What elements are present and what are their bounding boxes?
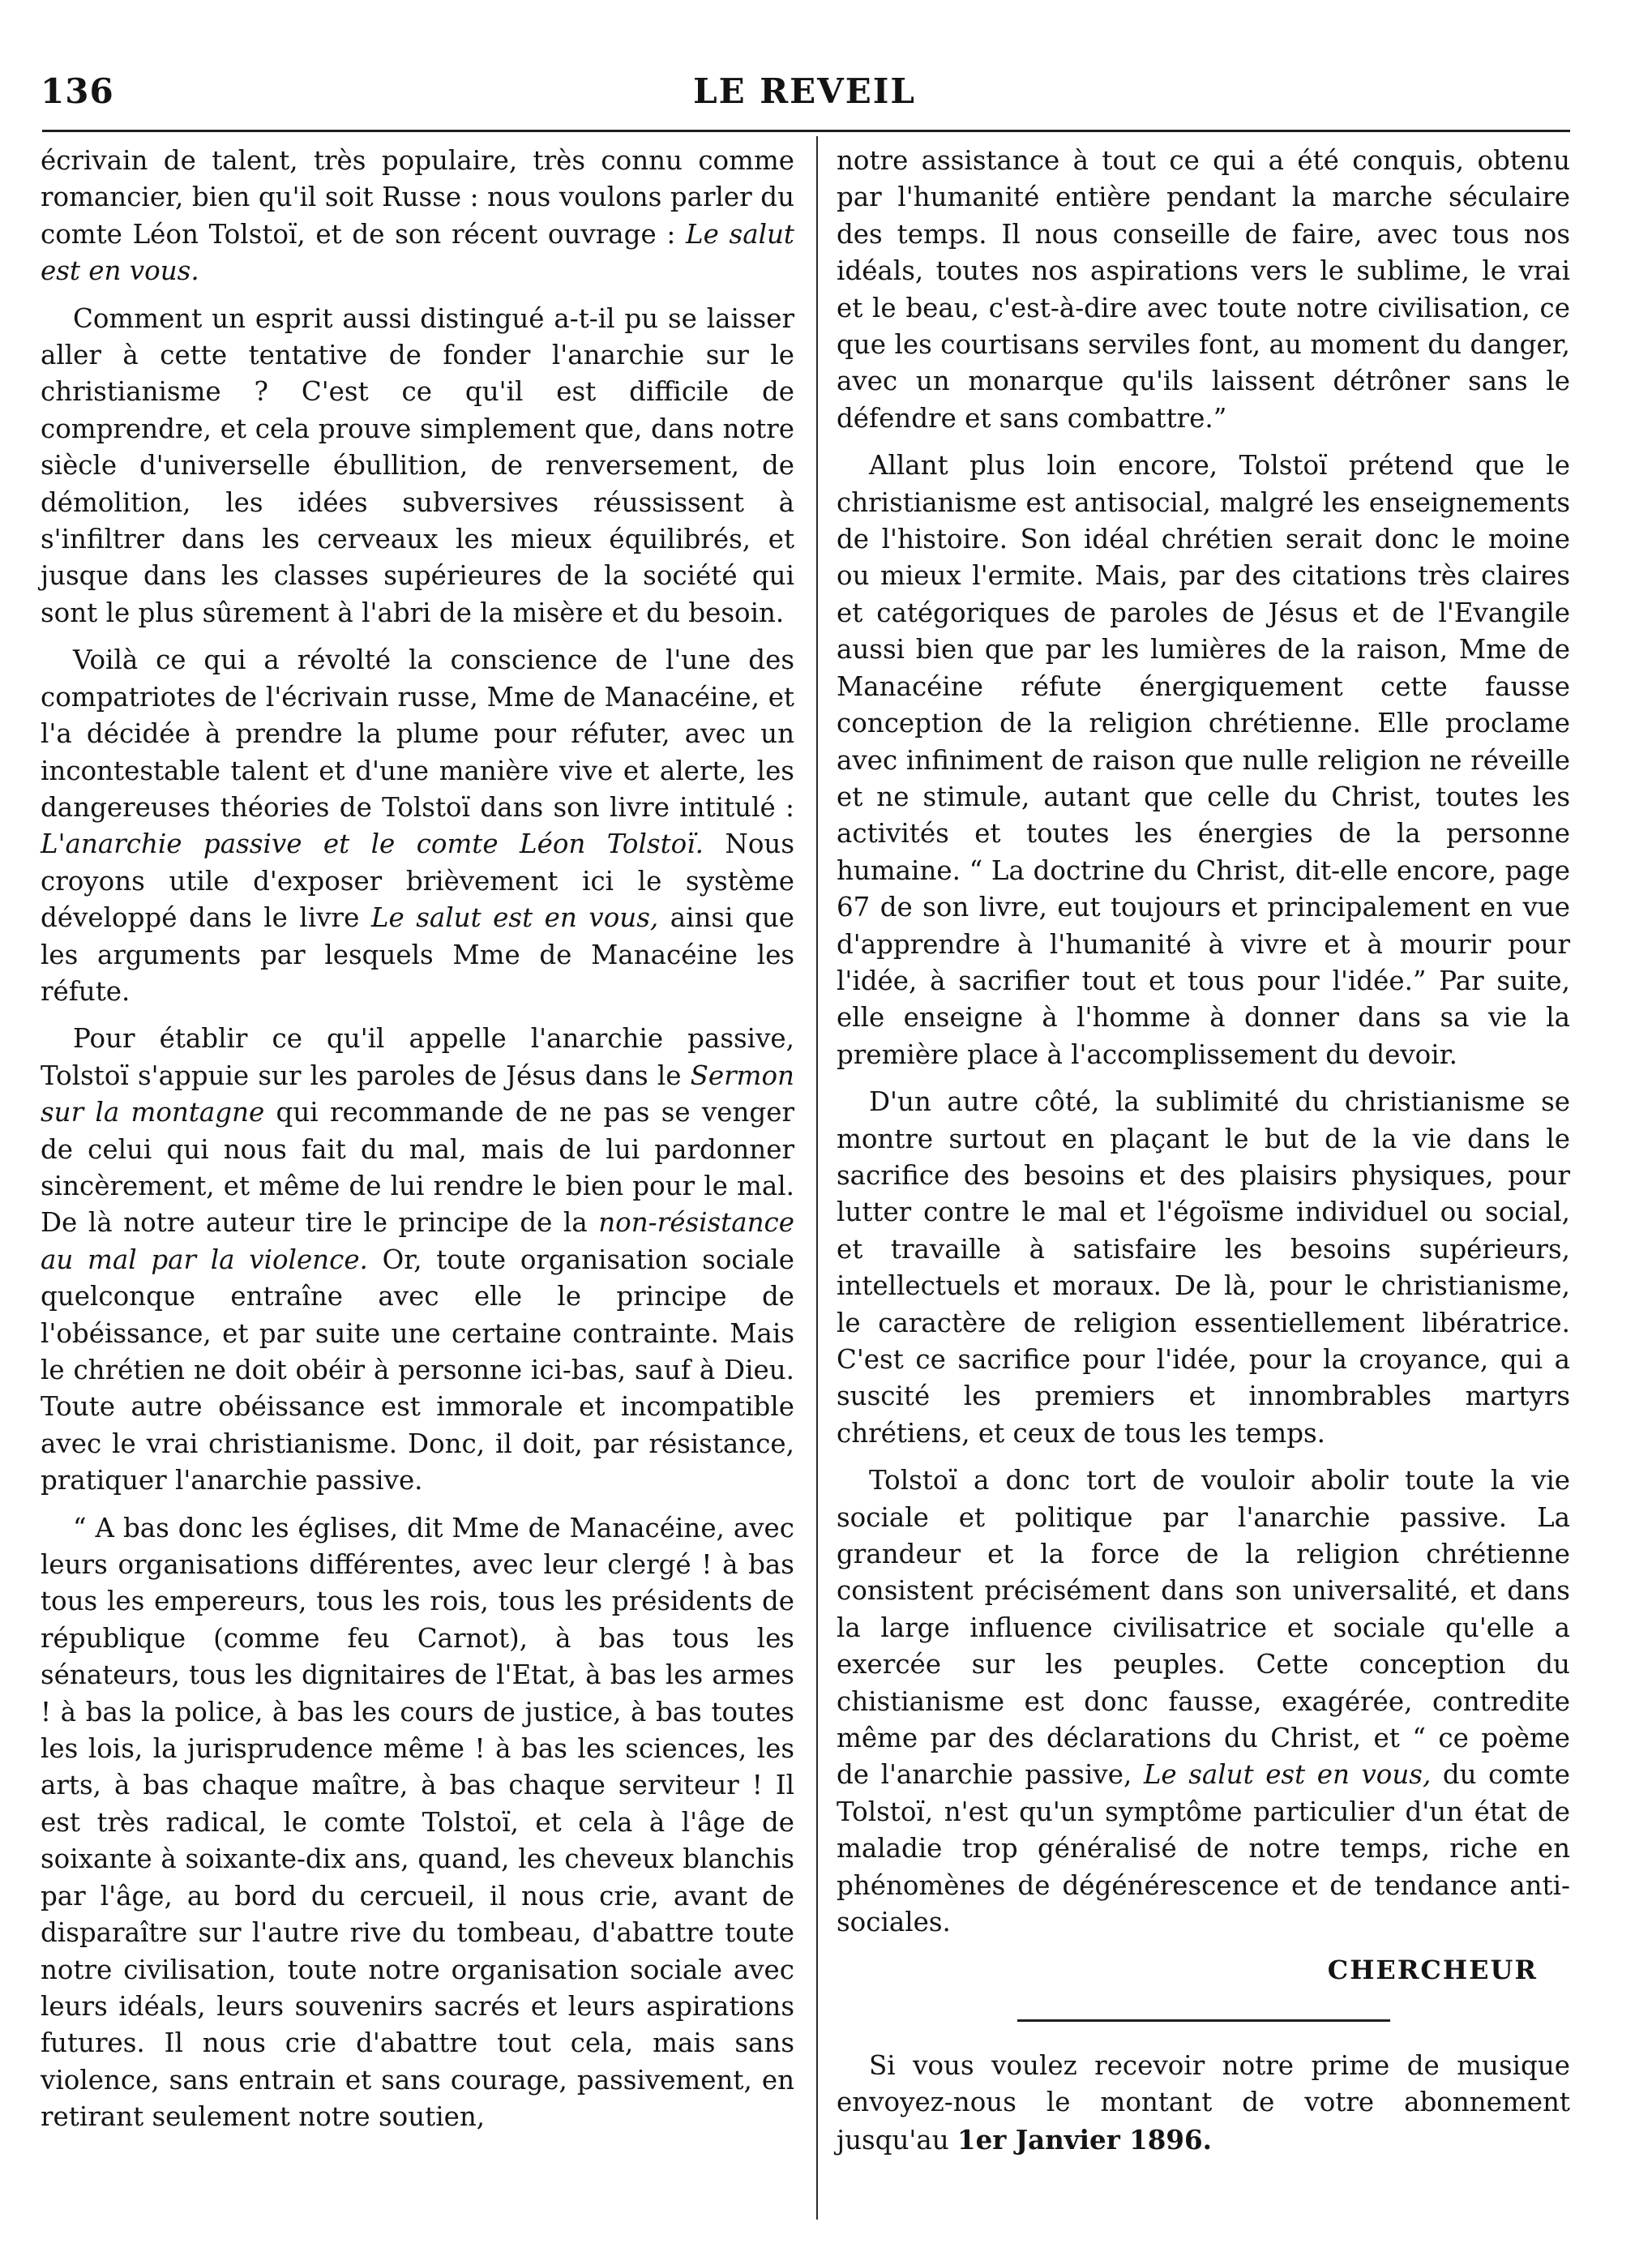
text: Voilà ce qui a révolté la conscience de l'une des compatriotes de l'écrivain russe, Mme de Manacéine, et l'a décidée à prendre la plume pour réfuter, avec un incontestable talent et d'une manière vive et alerte, les dangereuses théories de Tolstoï dans son livre intitulé : bbox=[41, 644, 794, 823]
page-number: 136 bbox=[41, 71, 114, 111]
author-signature: CHERCHEUR bbox=[1327, 1954, 1538, 1985]
paragraph: Comment un esprit aussi distingué a-t-il pu se laisser aller à cette tentative de fonder l'anarchie sur le christianisme ? C'est ce qu'il est difficile de comprendre, et cela prouve simplement que, dans notre siècle d'universelle ébullition, de renversement, de démolition, les idées subversives réussissent à s'infiltrer dans les cerveaux les mieux équilibrés, et jusque dans les classes supérieures de la société qui sont le plus sûrement à l'abri de la misère et du besoin. bbox=[41, 302, 794, 628]
italic-title: Sermon sur la montagne bbox=[41, 1060, 794, 1128]
italic-phrase: non-résistance au mal par la violence. bbox=[41, 1207, 794, 1275]
paragraph: notre assistance à tout ce qui a été conquis, obtenu par l'humanité entière pendant la marche séculaire des temps. Il nous conseille de faire, avec tous nos idéals, toutes nos aspirations vers le sublime, le vrai et le beau, c'est-à-dire avec toute notre civilisation, ce que les courtisans serviles font, au moment du danger, avec un monarque qu'ils laissent détrôner sans le défendre et sans combattre.” bbox=[837, 145, 1570, 434]
text: qui recommande de ne pas se venger de celui qui nous fait du mal, mais de lui pardonner sincèrement, et même de lui rendre le bien pour le mal. De là notre auteur tire le principe de la bbox=[41, 1097, 794, 1239]
notice-text bbox=[837, 2048, 1570, 2159]
book-title: Le salut est en vous, bbox=[370, 902, 659, 934]
book-title: L'anarchie passive et le comte Léon Tolstoï. bbox=[41, 828, 704, 860]
text: Tolstoï a donc tort de vouloir abolir toute la vie sociale et politique par l'anarchie passive. La grandeur et la force de la religion chrétienne consistent précisément dans son universalité, et dans la large influence civilisatrice et sociale qu'elle a exercée sur les peuples. Cette conception du chistianisme est donc fausse, exagérée, contredite même par des déclarations du Christ, et “ ce poème de l'anarchie passive, bbox=[837, 1465, 1570, 1791]
book-title: Le salut est en vous, bbox=[1143, 1759, 1432, 1791]
text: du comte Tolstoï, n'est qu'un symptôme particulier d'un état de maladie trop généralisé de notre temps, riche en phénomènes de dégénérescence et de tendance anti-sociales. bbox=[837, 1759, 1571, 1938]
paragraph bbox=[41, 642, 794, 1010]
book-title: Le salut est en vous. bbox=[41, 218, 794, 287]
section-rule bbox=[1017, 2019, 1390, 2022]
subscription-notice bbox=[837, 2048, 1570, 2159]
text: Si vous voulez recevoir notre prime de musique envoyez-nous le montant de votre abonnement jusqu'au bbox=[837, 2049, 1570, 2156]
paragraph bbox=[41, 1021, 794, 1499]
column-divider bbox=[816, 136, 818, 2220]
page-header bbox=[41, 71, 1569, 120]
paragraph bbox=[837, 1462, 1570, 1941]
paragraph: Allant plus loin encore, Tolstoï prétend que le christianisme est antisocial, malgré les enseignements de l'histoire. Son idéal chrétien serait donc le moine ou mieux l'ermite. Mais, par des citations très claires et catégoriques de paroles de Jésus et de l'Evangile aussi bien que par les lumières de la raison, Mme de Manacéine réfute énergiquement cette fausse conception de la religion chrétienne. Elle proclame avec infiniment de raison que nulle religion ne réveille et ne stimule, autant que celle du Christ, toutes les activités et toutes les énergies de la personne humaine. “ La doctrine du Christ, dit-elle encore, page 67 de son livre, eut toujours et principalement en vue d'apprendre à l'humanité à vivre et à mourir pour l'idée, à sacrifier tout et tous pour l'idée.” Par suite, elle enseigne à l'homme à donner dans sa vie la première place à l'accomplissement du devoir. bbox=[837, 450, 1570, 1070]
text: Pour établir ce qu'il appelle l'anarchie passive, Tolstoï s'appuie sur les paroles de Jésus dans le bbox=[41, 1023, 794, 1091]
paragraph: “ A bas donc les églises, dit Mme de Manacéine, avec leurs organisations différentes, avec leur clergé ! à bas tous les empereurs, tous les rois, tous les présidents de république (comme feu Carnot), à bas tous les sénateurs, tous les dignitaires de l'Etat, à bas les armes ! à bas la police, à bas les cours de justice, à bas toutes les lois, la jurisprudence même ! à bas les sciences, les arts, à bas chaque maître, à bas chaque serviteur ! Il est très radical, le comte Tolstoï, et cela à l'âge de soixante à soixante-dix ans, quand, les cheveux blanchis par l'âge, au bord du cercueil, il nous crie, avant de disparaître sur l'autre rive du tombeau, d'abattre toute notre civilisation, toute notre organisation sociale avec leurs idéals, leurs souvenirs sacrés et leurs aspirations futures. Il nous crie d'abattre tout cela, mais sans violence, sans entrain et sans courage, passivement, en retirant seulement notre soutien, bbox=[41, 1512, 794, 2133]
text: écrivain de talent, très populaire, très connu comme romancier, bien qu'il soit Russe : nous voulons parler du comte Léon Tolstoï, et de son récent ouvrage : bbox=[41, 145, 794, 250]
header-rule bbox=[42, 130, 1570, 132]
journal-title: LE REVEIL bbox=[693, 71, 916, 111]
left-column bbox=[41, 143, 794, 2147]
date-text: 1er Janvier 1896. bbox=[957, 2123, 1212, 2156]
text: Nous croyons utile d'exposer brièvement ici le système développé dans le livre bbox=[41, 828, 794, 934]
right-column bbox=[837, 143, 1570, 2159]
text: ainsi que les arguments par lesquels Mme de Manacéine les réfute. bbox=[41, 902, 794, 1007]
text: Or, toute organisation sociale quelconque entraîne avec elle le principe de l'obéissance, et par suite une certaine contrainte. Mais le chrétien ne doit obéir à personne ici-bas, sauf à Dieu. Toute autre obéissance est immorale et incompatible avec le vrai christianisme. Donc, il doit, par résistance, pratiquer l'anarchie passive. bbox=[41, 1244, 794, 1496]
paragraph: D'un autre côté, la sublimité du christianisme se montre surtout en plaçant le but de la vie dans le sacrifice des besoins et des plaisirs physiques, pour lutter contre le mal et l'égoïsme individuel ou social, et travaille à satisfaire les besoins supérieurs, intellectuels et moraux. De là, pour le christianisme, le caractère de religion essentiellement libératrice. C'est ce sacrifice pour l'idée, pour la croyance, qui a suscité les premiers et innombrables martyrs chrétiens, et ceux de tous les temps. bbox=[837, 1086, 1570, 1449]
paragraph bbox=[41, 143, 794, 290]
